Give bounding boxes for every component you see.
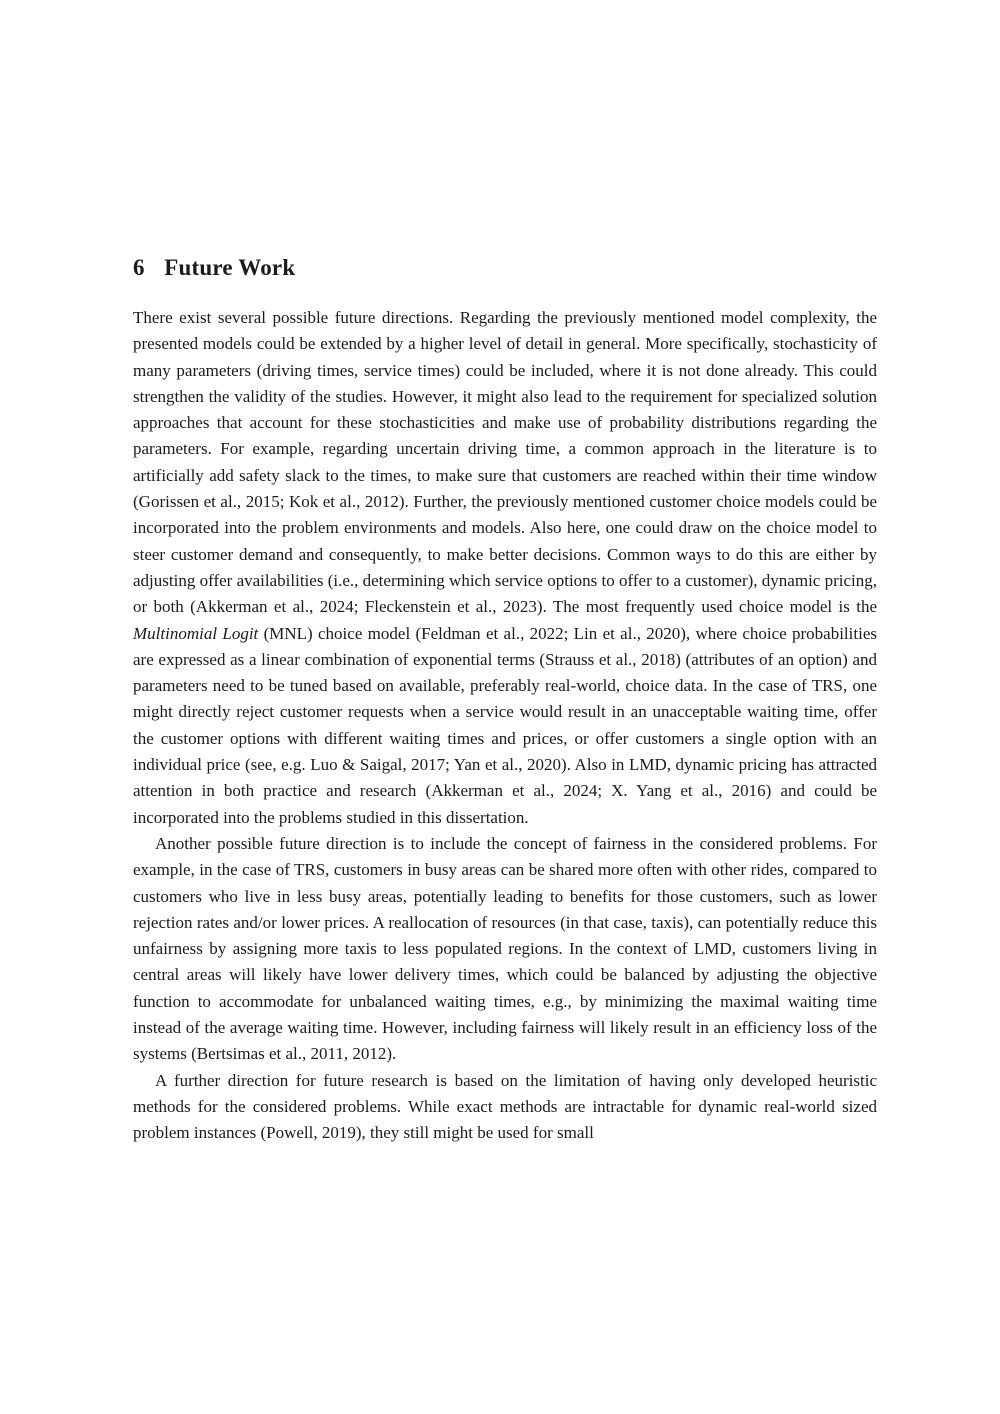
- italic-text-run: Multinomial Logit: [133, 623, 259, 643]
- body-text: [133, 305, 877, 1147]
- section-heading: [133, 255, 295, 281]
- text-run: A further direction for future research is based on the limitation of having only developed heuristic methods for the considered problems. While exact methods are intractable for dynamic real-world sized problem instances (Powell, 2019), they still might be used for small: [133, 1070, 877, 1143]
- text-run: There exist several possible future directions. Regarding the previously mentioned model complexity, the presented models could be extended by a higher level of detail in general. More specifically, stochasticity of many parameters (driving times, service times) could be included, where it is not done already. This could strengthen the validity of the studies. However, it might also lead to the requirement for specialized solution approaches that account for these stochasticities and make use of probability distributions regarding the parameters. For example, regarding uncertain driving time, a common approach in the literature is to artificially add safety slack to the times, to make sure that customers are reached within their time window (Gorissen et al., 2015; Kok et al., 2012). Further, the previously mentioned customer choice models could be incorporated into the problem environments and models. Also here, one could draw on the choice model to steer customer demand and consequently, to make better decisions. Common ways to do this are either by adjusting offer availabilities (i.e., determining which service options to offer to a customer), dynamic pricing, or both (Akkerman et al., 2024; Fleckenstein et al., 2023). The most frequently used choice model is the: [133, 308, 877, 617]
- text-run: Another possible future direction is to include the concept of fairness in the considered problems. For example, in the case of TRS, customers in busy areas can be shared more often with other rides, compared to customers who live in less busy areas, potentially leading to benefits for those customers, such as lower rejection rates and/or lower prices. A reallocation of resources (in that case, taxis), can potentially reduce this unfairness by assigning more taxis to less populated regions. In the context of LMD, customers living in central areas will likely have lower delivery times, which could be balanced by adjusting the objective function to accommodate for unbalanced waiting times, e.g., by minimizing the maximal waiting time instead of the average waiting time. However, including fairness will likely result in an efficiency loss of the systems (Bertsimas et al., 2011, 2012).: [133, 833, 877, 1064]
- paragraph: [133, 305, 877, 831]
- section-title: Future Work: [164, 255, 296, 281]
- paragraph: [133, 1068, 877, 1147]
- section-number: 6: [133, 255, 145, 281]
- paragraph: [133, 831, 877, 1068]
- text-run: (MNL) choice model (Feldman et al., 2022; Lin et al., 2020), where choice probabilities are expressed as a linear combination of exponential terms (Strauss et al., 2018) (attributes of an option) and parameters need to be tuned based on available, preferably real-world, choice data. In the case of TRS, one might directly reject customer requests when a service would result in an unacceptable waiting time, offer the customer options with different waiting times and prices, or offer customers a single option with an individual price (see, e.g. Luo & Saigal, 2017; Yan et al., 2020). Also in LMD, dynamic pricing has attracted attention in both practice and research (Akkerman et al., 2024; X. Yang et al., 2016) and could be incorporated into the problems studied in this dissertation.: [133, 623, 877, 827]
